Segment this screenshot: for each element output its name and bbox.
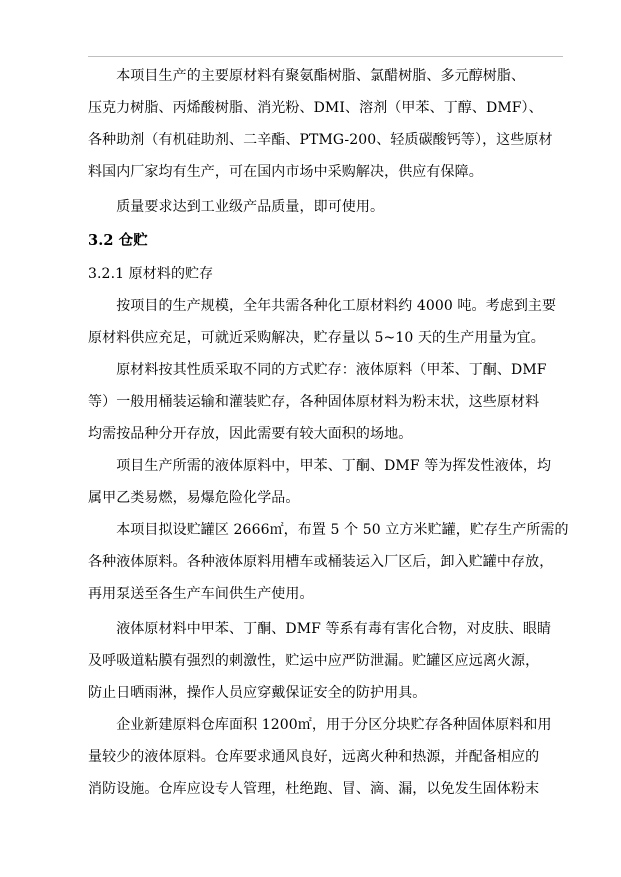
paragraph-4-line-2: 等）一般用桶装运输和灌装贮存，各种固体原材料为粉末状，这些原材料: [88, 394, 540, 410]
paragraph-6-line-2: 各种液体原料。各种液体原料用槽车或桶装运入厂区后，卸入贮罐中存放，: [88, 554, 554, 570]
paragraph-1-line-1: 本项目生产的主要原材料有聚氨酯树脂、氯醋树脂、多元醇树脂、: [88, 68, 526, 84]
paragraph-1-line-3: 各种助剂（有机硅助剂、二辛酯、PTMG-200、轻质碳酸钙等），这些原材: [88, 132, 553, 148]
header-rule: [88, 56, 563, 57]
paragraph-3-line-1: 按项目的生产规模，全年共需各种化工原材料约 4000 吨。考虑到主要: [88, 298, 557, 314]
paragraph-5-line-1: 项目生产所需的液体原料中，甲苯、丁酮、DMF 等为挥发性液体，均: [88, 458, 552, 474]
paragraph-7-line-3: 防止日晒雨淋，操作人员应穿戴保证安全的防护用具。: [88, 685, 427, 701]
paragraph-4-line-1: 原材料按其性质采取不同的方式贮存：液体原料（甲苯、丁酮、DMF: [88, 362, 547, 378]
paragraph-8-line-2: 量较少的液体原料。仓库要求通风良好，远离火种和热源，并配备相应的: [88, 749, 540, 765]
paragraph-8-line-1: 企业新建原料仓库面积 1200㎡，用于分区分块贮存各种固体原料和用: [88, 717, 552, 733]
subsection-heading: 3.2.1 原材料的贮存: [88, 266, 214, 282]
paragraph-3-line-2: 原材料供应充足，可就近采购解决，贮存量以 5~10 天的生产用量为宜。: [88, 330, 545, 346]
paragraph-7-line-1: 液体原材料中甲苯、丁酮、DMF 等系有毒有害化合物，对皮肤、眼睛: [88, 621, 552, 637]
paragraph-2-line-1: 质量要求达到工业级产品质量，即可使用。: [88, 199, 385, 215]
paragraph-1-line-4: 料国内厂家均有生产，可在国内市场中采购解决，供应有保障。: [88, 164, 483, 180]
paragraph-6-line-3: 再用泵送至各生产车间供生产使用。: [88, 586, 314, 602]
paragraph-8-line-3: 消防设施。仓库应设专人管理，杜绝跑、冒、滴、漏，以免发生固体粉末: [88, 781, 540, 797]
section-heading: 3.2 仓贮: [88, 232, 148, 249]
paragraph-4-line-3: 均需按品种分开存放，因此需要有较大面积的场地。: [88, 426, 413, 442]
paragraph-5-line-2: 属甲乙类易燃，易爆危险化学品。: [88, 490, 300, 506]
paragraph-7-line-2: 及呼吸道粘膜有强烈的刺激性，贮运中应严防泄漏。贮罐区应远离火源，: [88, 653, 540, 669]
paragraph-6-line-1: 本项目拟设贮罐区 2666㎡，布置 5 个 50 立方米贮罐，贮存生产所需的: [88, 522, 569, 538]
paragraph-1-line-2: 压克力树脂、丙烯酸树脂、消光粉、DMI、溶剂（甲苯、丁醇、DMF）、: [88, 100, 543, 116]
